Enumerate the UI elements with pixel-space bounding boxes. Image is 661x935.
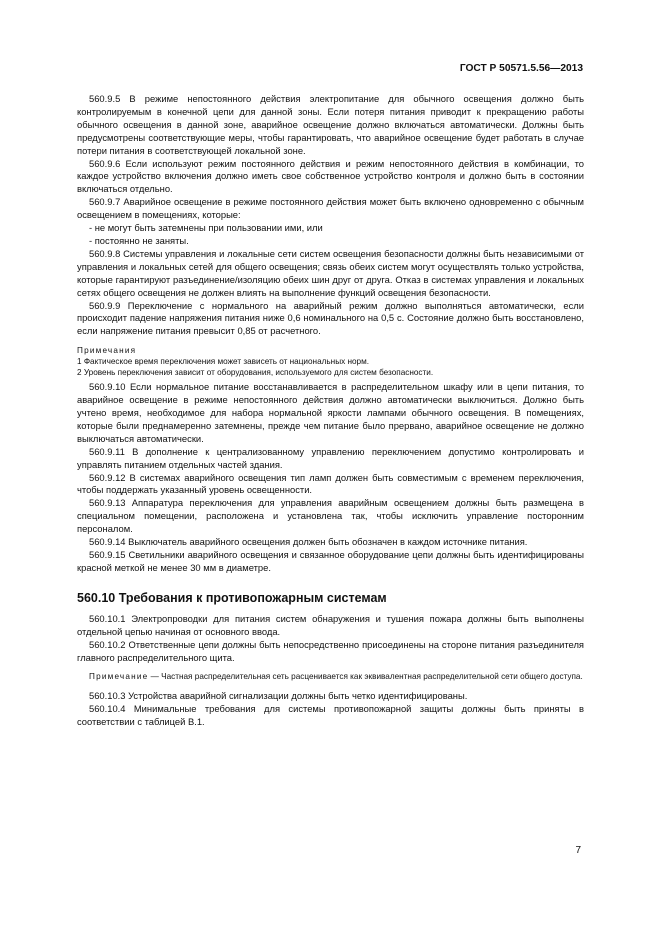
paragraph-560-10-1: 560.10.1 Электропроводки для питания систем обнаружения и тушения пожара должны быть выполнены отдельной цепью начиная от основного ввода.: [77, 612, 584, 637]
paragraph-560-10-4: 560.10.4 Минимальные требования для системы противопожарной защиты должны быть приняты в соответствии с таблицей В.1.: [77, 703, 584, 728]
paragraph-560-9-11: 560.9.11 В дополнение к централизованному управлению переключением допустимо контролировать и управлять питанием отдельных частей здания.: [77, 445, 584, 470]
paragraph-560-10-3: 560.10.3 Устройства аварийной сигнализации должны быть четко идентифицированы.: [89, 690, 468, 702]
note-item: 2 Уровень переключения зависит от оборудования, используемого для систем безопасности.: [77, 368, 434, 378]
note-label: Примечание: [89, 672, 149, 682]
paragraph-560-9-12: 560.9.12 В системах аварийного освещения тип ламп должен быть совместимым с временем переключения, чтобы поддержать указанный уровень освещенности.: [77, 471, 584, 496]
paragraph-560-9-14: 560.9.14 Выключатель аварийного освещения должен быть обозначен в каждом источнике питания.: [89, 536, 528, 548]
note-text: — Частная распределительная сеть расценивается как эквивалентная распределительной сети общего доступа.: [148, 672, 583, 682]
note-inline: [77, 671, 584, 682]
paragraph-560-10-2: 560.10.2 Ответственные цепи должны быть непосредственно присоединены на стороне питания разъединителя главного распределительного щита.: [77, 638, 584, 663]
note-item: 1 Фактическое время переключения может зависеть от национальных норм.: [77, 357, 369, 367]
paragraph-560-9-9: 560.9.9 Переключение с нормального на аварийный режим должно выполняться автоматически, если происходит падение напряжения питания ниже 0,6 номинального на 0,5 с. Состояние должно быть восстановлено, если напряжение питания превысит 0,85 от расчетного.: [77, 299, 584, 337]
document-code-header: ГОСТ Р 50571.5.56—2013: [459, 63, 583, 74]
section-heading: 560.10 Требования к противопожарным системам: [77, 590, 387, 605]
paragraph-560-9-7: 560.9.7 Аварийное освещение в режиме постоянного действия может быть включено одновременно с обычным освещением в помещениях, которые:: [77, 196, 584, 221]
notes-block: [77, 345, 584, 378]
page-number: 7: [575, 845, 581, 856]
document-body: [77, 93, 584, 729]
paragraph-560-9-8: 560.9.8 Системы управления и локальные сети систем освещения безопасности должны быть независимыми от управления и локальных сетей для общего освещения; связь обеих систем могут осуществлять только устройства, которые гарантируют разъединение/изоляцию обеих шин друг от друга. Отказ в системах управления и локальных сетях общего освещения не должен влиять на выполнение функций освещения безопасности.: [77, 247, 584, 298]
paragraph-560-9-13: 560.9.13 Аппаратура переключения для управления аварийным освещением должны быть размещена в специальном помещении, расположена и установлена так, чтобы исключить управление посторонним персоналом.: [77, 497, 584, 535]
list-item: - постоянно не заняты.: [89, 234, 189, 246]
paragraph-560-9-15: 560.9.15 Светильники аварийного освещения и связанное оборудование цепи должны быть идентифицированы красной меткой не менее 30 мм в диаметре.: [77, 549, 584, 573]
notes-title: Примечания: [77, 346, 137, 356]
paragraph-560-9-5: 560.9.5 В режиме непостоянного действия электропитание для обычного освещения должно быть контролируемым в конечной цепи для данной зоны. Если потеря питания приводит к прекращению работы обычного освещения в данной зоне, аварийное освещение должно включаться автоматически. Должны быть предусмотрены соответствующие меры, чтобы гарантировать, что аварийное освещение будет работать в случае потери питания в соответствующей локальной зоне.: [77, 93, 584, 156]
paragraph-560-9-10: 560.9.10 Если нормальное питание восстанавливается в распределительном шкафу или в цепи питания, то аварийное освещение в режиме непостоянного действия должно автоматически выключиться. Должно быть учтено время, необходимое для набора нормальной яркости лампами обычного освещения. В помещениях, которые были преднамеренно затемнены, прежде чем питание было прервано, аварийное освещение не должно выключаться автоматически.: [77, 381, 584, 444]
paragraph-560-9-6: 560.9.6 Если используют режим постоянного действия и режим непостоянного действия в комбинации, то каждое устройство включения должно иметь свое собственное устройство контроля и должно быть в состоянии включаться отдельно.: [77, 157, 584, 195]
list-item: - не могут быть затемнены при пользовании ими, или: [89, 222, 323, 234]
